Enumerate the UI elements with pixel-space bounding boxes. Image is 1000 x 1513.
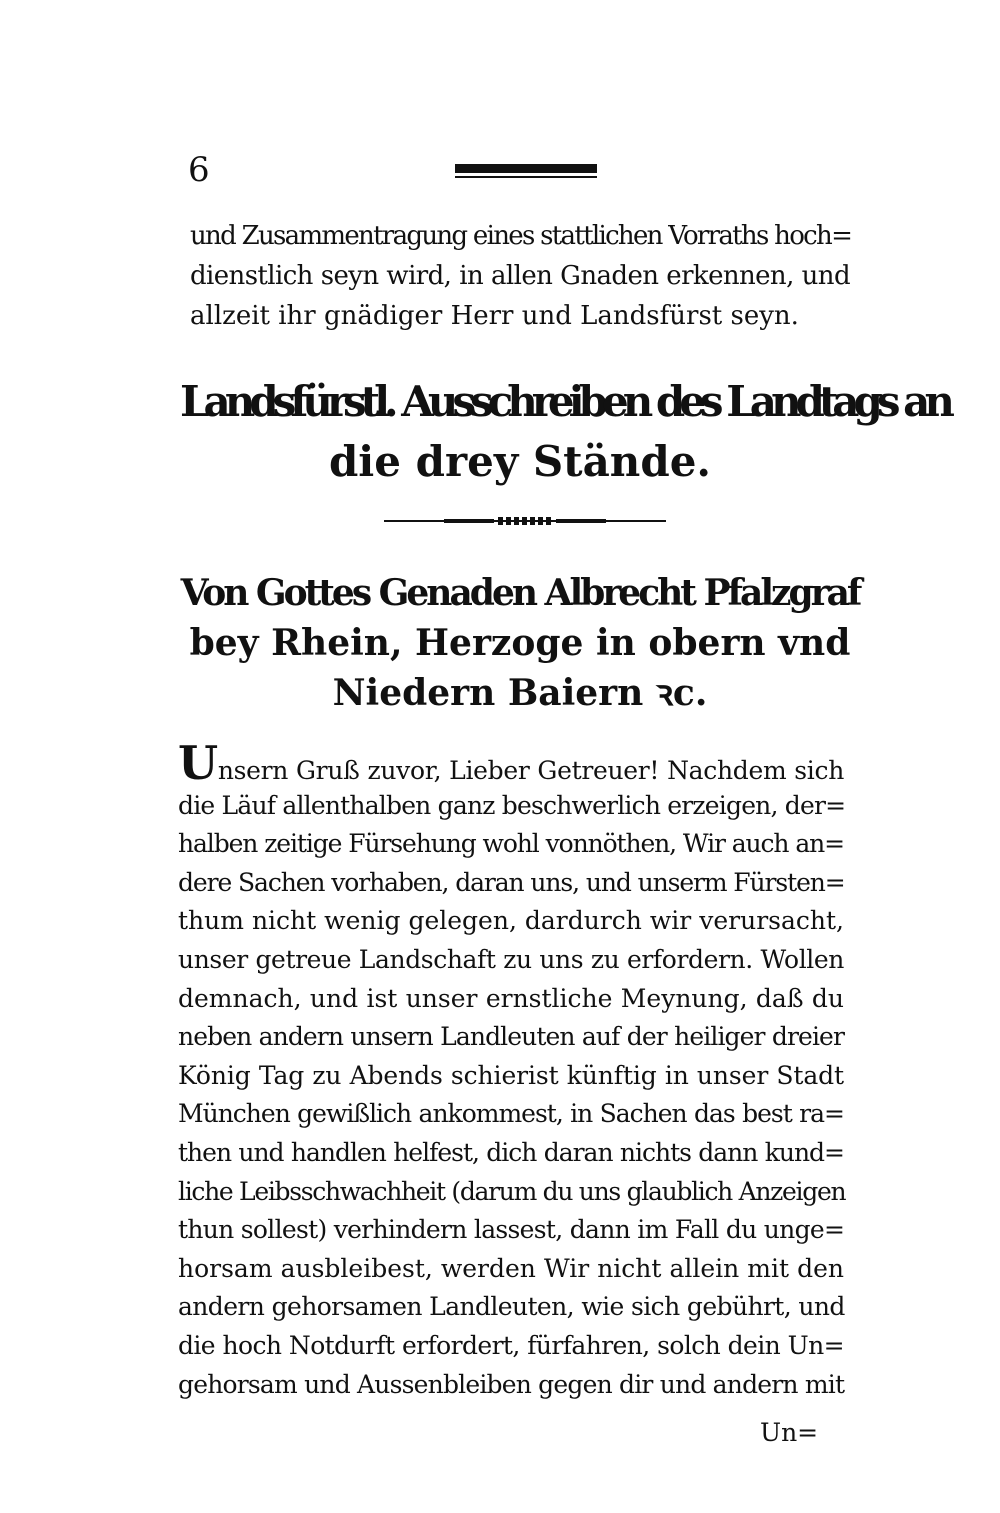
section-title [180, 372, 949, 492]
salutation-line: Von Gottes Genaden Albrecht Pfalzgraf [180, 572, 860, 614]
salutation [180, 568, 860, 718]
catchword: Un= [760, 1418, 819, 1447]
continuation-line: allzeit ihr gnädiger Herr und Landsfürst seyn. [190, 301, 799, 331]
continuation-line: dienstlich seyn wird, in allen Gnaden erkennen, und [190, 261, 850, 291]
continuation-line: und Zusammentragung eines stattlichen Vorraths hoch= [190, 221, 852, 251]
body-line: neben andern unsern Landleuten auf der heiliger dreier [178, 1022, 844, 1052]
header-rule [455, 164, 597, 178]
header-rule-thin [455, 176, 597, 178]
body-line: thum nicht wenig gelegen, dardurch wir verursacht, [178, 906, 844, 936]
body-line: München gewißlich ankommest, in Sachen das best ra= [178, 1099, 844, 1129]
body-line: dere Sachen vorhaben, daran uns, und unserm Fürsten= [178, 867, 845, 897]
drop-capital: U [178, 736, 218, 790]
salutation-line: Niedern Baiern ꝛc. [332, 672, 708, 714]
body-line: halben zeitige Fürsehung wohl vonnöthen, Wir auch an= [178, 829, 844, 859]
body-line: horsam ausbleibest, werden Wir nicht allein mit den [178, 1253, 844, 1283]
title-line: die drey Stände. [328, 437, 712, 486]
body-first-line [178, 736, 844, 790]
body-line: liche Leibsschwachheit (darum du uns glaublich Anzeigen [178, 1176, 846, 1206]
body-paragraph [178, 736, 846, 1404]
title-line: Landsfürstl. Ausschreiben des Landtags an [180, 377, 949, 426]
header-rule-thick [455, 164, 597, 173]
ornamental-divider [384, 516, 666, 526]
body-line: andern gehorsamen Landleuten, wie sich gebührt, und [178, 1292, 845, 1322]
body-line: die Läuf allenthalben ganz beschwerlich erzeigen, der= [178, 790, 846, 820]
continuation-paragraph [190, 216, 850, 336]
body-first-line-text: nsern Gruß zuvor, Lieber Getreuer! Nachdem sich [217, 756, 844, 785]
body-line: gehorsam und Aussenbleiben gegen dir und andern mit [178, 1369, 845, 1399]
body-line: König Tag zu Abends schierist künftig in unser Stadt [178, 1060, 844, 1090]
page-number: 6 [188, 150, 210, 190]
body-line: demnach, und ist unser ernstliche Meynung, daß du [178, 983, 844, 1013]
body-line: die hoch Notdurft erfordert, fürfahren, solch dein Un= [178, 1330, 844, 1360]
body-line: thun sollest) verhindern lassest, dann im Fall du unge= [178, 1215, 845, 1245]
body-line: unser getreue Landschaft zu uns zu erfordern. Wollen [178, 944, 844, 974]
body-line: then und handlen helfest, dich daran nichts dann kund= [178, 1137, 844, 1167]
salutation-line: bey Rhein, Herzoge in obern vnd [189, 622, 851, 664]
